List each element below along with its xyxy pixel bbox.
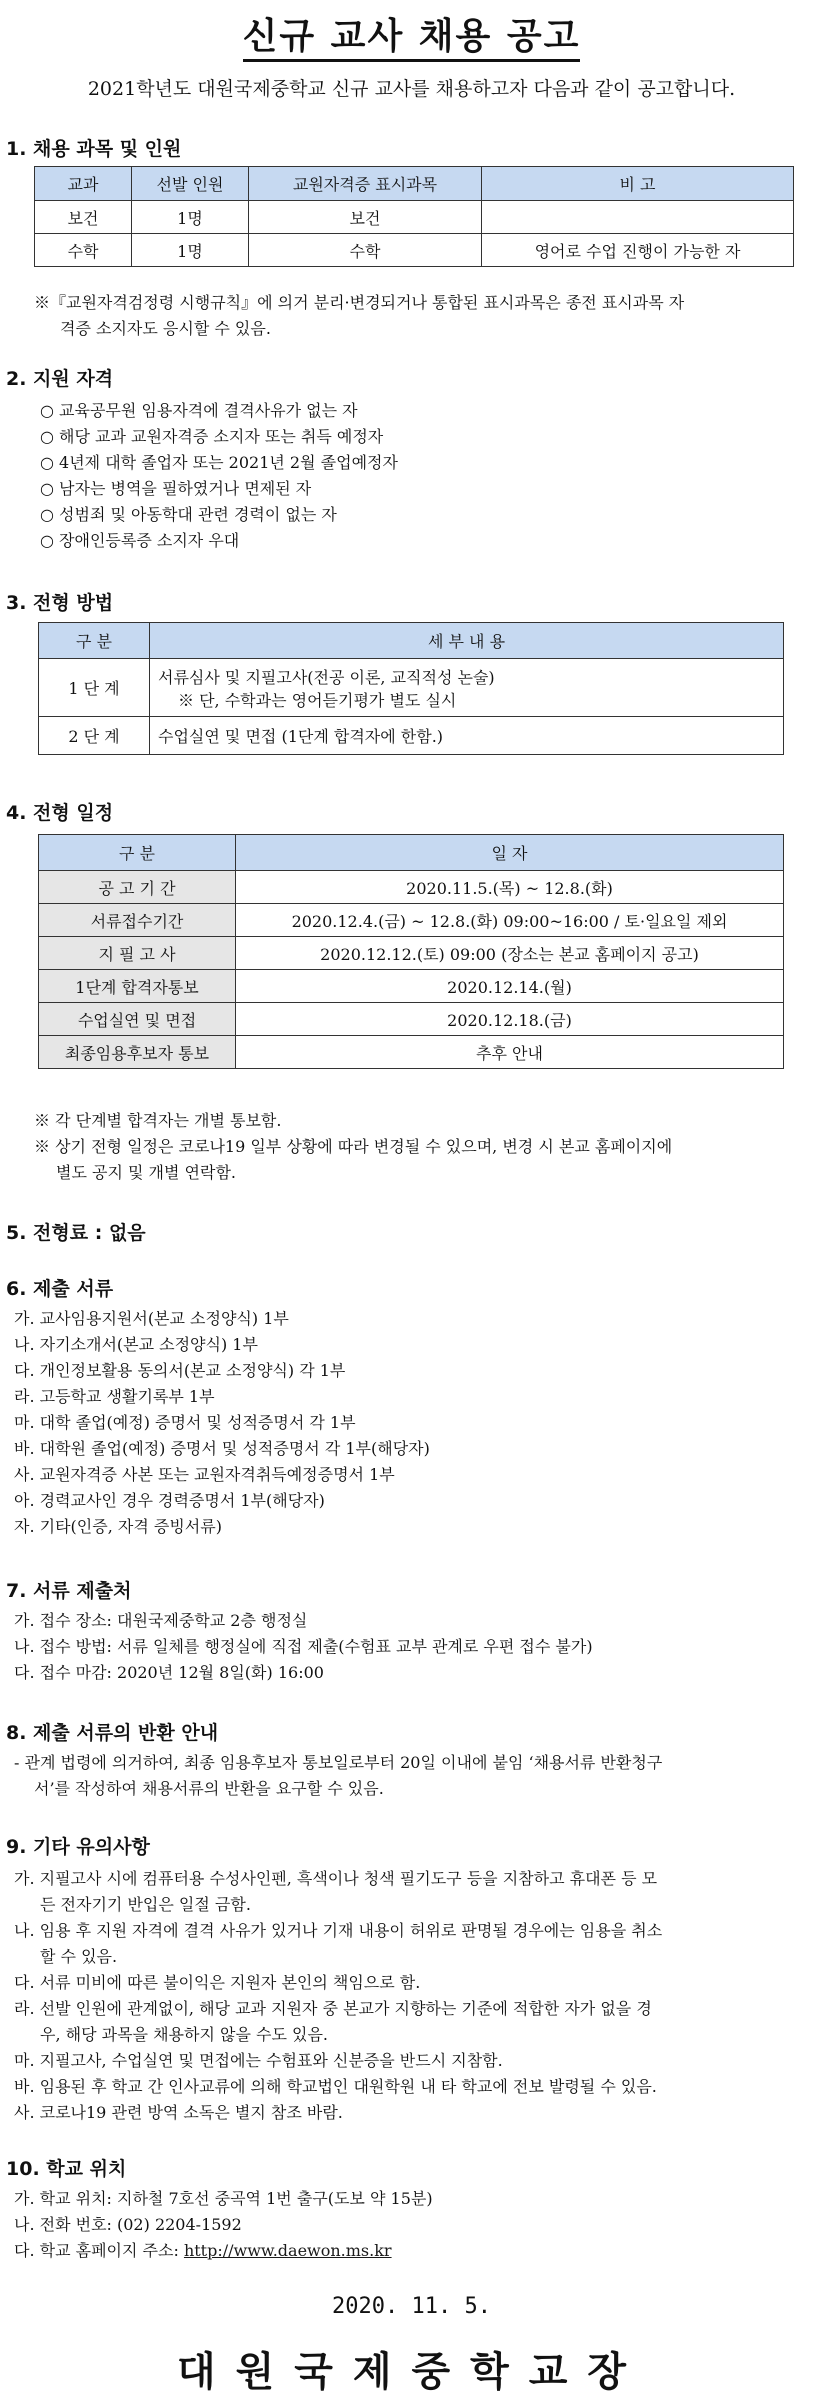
section-7-heading: 7. 서류 제출처 bbox=[6, 1580, 132, 1602]
section-8-heading: 8. 제출 서류의 반환 안내 bbox=[6, 1722, 219, 1744]
note-line: ※ 각 단계별 합격자는 개별 통보함. bbox=[34, 1111, 282, 1130]
table-cell: 2020.11.5.(목) ~ 12.8.(화) bbox=[236, 871, 784, 904]
list-item: 아. 경력교사인 경우 경력증명서 1부(해당자) bbox=[14, 1491, 325, 1510]
table-cell: 1명 bbox=[132, 234, 249, 267]
section-5-heading: 5. 전형료 : 없음 bbox=[6, 1222, 146, 1244]
table-cell: 보건 bbox=[35, 201, 132, 234]
table-cell: 1단계 합격자통보 bbox=[39, 970, 236, 1003]
table-cell: 수학 bbox=[249, 234, 482, 267]
section-2-heading: 2. 지원 자격 bbox=[6, 368, 114, 390]
list-item: ○ 남자는 병역을 필하였거나 면제된 자 bbox=[40, 479, 312, 498]
section-1-heading: 1. 채용 과목 및 인원 bbox=[6, 138, 182, 160]
list-item: ○ 장애인등록증 소지자 우대 bbox=[40, 531, 240, 550]
detail-line: 서류심사 및 지필고사(전공 이론, 교직적성 논술) bbox=[158, 667, 495, 687]
list-item: 마. 대학 졸업(예정) 증명서 및 성적증명서 각 1부 bbox=[14, 1413, 356, 1432]
list-item: ○ 성범죄 및 아동학대 관련 경력이 없는 자 bbox=[40, 505, 337, 524]
table-cell: 2020.12.14.(월) bbox=[236, 970, 784, 1003]
table-cell: 공 고 기 간 bbox=[39, 871, 236, 904]
note-line: ※ 상기 전형 일정은 코로나19 일부 상황에 따라 변경될 수 있으며, 변경 시 본교 홈페이지에 bbox=[34, 1137, 673, 1156]
list-item: 바. 임용된 후 학교 간 인사교류에 의해 학교법인 대원학원 내 타 학교에 전보 발령될 수 있음. bbox=[14, 2077, 657, 2096]
list-item bbox=[14, 2238, 392, 2261]
section-6-heading: 6. 제출 서류 bbox=[6, 1278, 114, 1300]
list-item: 나. 전화 번호: (02) 2204-1592 bbox=[14, 2215, 242, 2234]
table-cell: 영어로 수업 진행이 가능한 자 bbox=[482, 234, 794, 267]
list-item: 라. 고등학교 생활기록부 1부 bbox=[14, 1387, 215, 1406]
list-item: 가. 교사임용지원서(본교 소정양식) 1부 bbox=[14, 1309, 289, 1328]
list-item: 우, 해당 과목을 채용하지 않을 수도 있음. bbox=[40, 2025, 328, 2044]
col-item: 구 분 bbox=[39, 835, 236, 871]
selection-method-table bbox=[38, 622, 784, 755]
col-remark: 비 고 bbox=[482, 167, 794, 201]
detail-note: ※ 단, 수학과는 영어듣기평가 별도 실시 bbox=[178, 690, 457, 710]
col-detail: 세 부 내 용 bbox=[150, 623, 784, 659]
note-line: ※『교원자격검정령 시행규칙』에 의거 분리·변경되거나 통합된 표시과목은 종전 표시과목 자 bbox=[34, 293, 685, 312]
table-cell: 2 단 계 bbox=[39, 717, 150, 755]
list-item: 가. 학교 위치: 지하철 7호선 중곡역 1번 출구(도보 약 15분) bbox=[14, 2189, 433, 2208]
table-cell: 서류접수기간 bbox=[39, 904, 236, 937]
list-item: 다. 서류 미비에 따른 불이익은 지원자 본인의 책임으로 함. bbox=[14, 1973, 421, 1992]
col-license: 교원자격증 표시과목 bbox=[249, 167, 482, 201]
table-cell: 2020.12.12.(토) 09:00 (장소는 본교 홈페이지 공고) bbox=[236, 937, 784, 970]
list-item: ○ 4년제 대학 졸업자 또는 2021년 2월 졸업예정자 bbox=[40, 453, 398, 472]
section-9-heading: 9. 기타 유의사항 bbox=[6, 1836, 150, 1858]
schedule-table bbox=[38, 834, 784, 1069]
table-cell bbox=[150, 659, 784, 717]
section-4-heading: 4. 전형 일정 bbox=[6, 802, 114, 824]
homepage-label: 다. 학교 홈페이지 주소: bbox=[14, 2241, 184, 2260]
list-item: 나. 자기소개서(본교 소정양식) 1부 bbox=[14, 1335, 258, 1354]
list-item: 나. 임용 후 지원 자격에 결격 사유가 있거나 기재 내용이 허위로 판명될 경우에는 임용을 취소 bbox=[14, 1921, 663, 1940]
list-item: 가. 접수 장소: 대원국제중학교 2층 행정실 bbox=[14, 1611, 308, 1630]
table-cell: 2020.12.4.(금) ~ 12.8.(화) 09:00~16:00 / 토·일요일 제외 bbox=[236, 904, 784, 937]
list-item: 사. 교원자격증 사본 또는 교원자격취득예정증명서 1부 bbox=[14, 1465, 395, 1484]
section-10-heading: 10. 학교 위치 bbox=[6, 2158, 127, 2180]
list-item: 자. 기타(인증, 자격 증빙서류) bbox=[14, 1517, 222, 1536]
note-line: 격증 소지자도 응시할 수 있음. bbox=[60, 319, 271, 338]
table-cell: 1명 bbox=[132, 201, 249, 234]
table-cell: 수업실연 및 면접 (1단계 합격자에 한함.) bbox=[150, 717, 784, 755]
table-cell: 1 단 계 bbox=[39, 659, 150, 717]
list-item: 다. 개인정보활용 동의서(본교 소정양식) 각 1부 bbox=[14, 1361, 346, 1380]
table-cell: 최종임용후보자 통보 bbox=[39, 1036, 236, 1069]
table-cell: 추후 안내 bbox=[236, 1036, 784, 1069]
note-line: 별도 공지 및 개별 연락함. bbox=[56, 1163, 236, 1182]
col-count: 선발 인원 bbox=[132, 167, 249, 201]
list-item: 라. 선발 인원에 관계없이, 해당 교과 지원자 중 본교가 지향하는 기준에 적합한 자가 없을 경 bbox=[14, 1999, 652, 2018]
list-item: 든 전자기기 반입은 일절 금함. bbox=[40, 1895, 251, 1914]
section-3-heading: 3. 전형 방법 bbox=[6, 592, 114, 614]
list-item: 바. 대학원 졸업(예정) 증명서 및 성적증명서 각 1부(해당자) bbox=[14, 1439, 430, 1458]
col-stage: 구 분 bbox=[39, 623, 150, 659]
list-item: 할 수 있음. bbox=[40, 1947, 118, 1966]
table-cell: 지 필 고 사 bbox=[39, 937, 236, 970]
table-cell: 2020.12.18.(금) bbox=[236, 1003, 784, 1036]
table-cell: 수업실연 및 면접 bbox=[39, 1003, 236, 1036]
list-item: 가. 지필고사 시에 컴퓨터용 수성사인펜, 흑색이나 청색 필기도구 등을 지참하고 휴대폰 등 모 bbox=[14, 1869, 658, 1888]
list-item: 서’를 작성하여 채용서류의 반환을 요구할 수 있음. bbox=[34, 1779, 384, 1798]
list-item: ○ 교육공무원 임용자격에 결격사유가 없는 자 bbox=[40, 401, 358, 420]
col-subject: 교과 bbox=[35, 167, 132, 201]
page-title: 신규 교사 채용 공고 bbox=[0, 8, 823, 59]
table-cell: 보건 bbox=[249, 201, 482, 234]
list-item: 사. 코로나19 관련 방역 소독은 별지 참조 바람. bbox=[14, 2103, 343, 2122]
homepage-link[interactable]: http://www.daewon.ms.kr bbox=[183, 2241, 392, 2260]
list-item: 나. 접수 방법: 서류 일체를 행정실에 직접 제출(수험표 교부 관계로 우편 접수 불가) bbox=[14, 1637, 593, 1656]
list-item: ○ 해당 교과 교원자격증 소지자 또는 취득 예정자 bbox=[40, 427, 384, 446]
principal-signature: 대원국제중학교장 bbox=[176, 2349, 647, 2395]
intro-text: 2021학년도 대원국제중학교 신규 교사를 채용하고자 다음과 같이 공고합니다. bbox=[87, 78, 736, 100]
table-cell: 수학 bbox=[35, 234, 132, 267]
notice-date: 2020. 11. 5. bbox=[332, 2294, 491, 2319]
list-item: 다. 접수 마감: 2020년 12월 8일(화) 16:00 bbox=[14, 1663, 324, 1682]
table-cell bbox=[482, 201, 794, 234]
list-item: 마. 지필고사, 수업실연 및 면접에는 수험표와 신분증을 반드시 지참함. bbox=[14, 2051, 503, 2070]
list-item: - 관계 법령에 의거하여, 최종 임용후보자 통보일로부터 20일 이내에 붙임 ‘채용서류 반환청구 bbox=[14, 1753, 663, 1772]
recruit-table bbox=[34, 166, 794, 267]
col-date: 일 자 bbox=[236, 835, 784, 871]
